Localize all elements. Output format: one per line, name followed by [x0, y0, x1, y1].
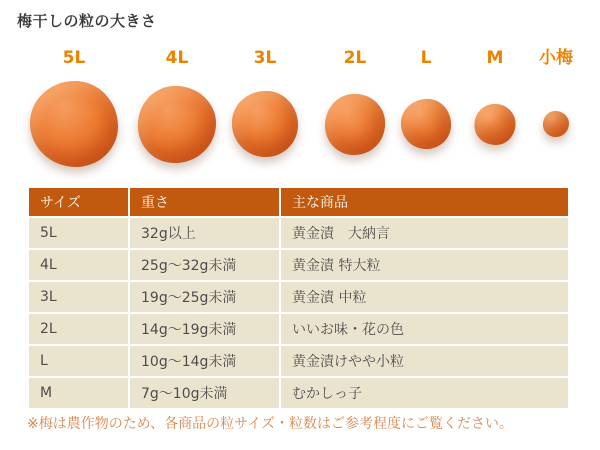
cell-products: 黄金漬 大納言	[281, 218, 568, 248]
cell-weight: 32g以上	[130, 218, 279, 248]
plum-group-3l	[232, 47, 298, 172]
plum-holder	[325, 76, 385, 172]
cell-weight: 7g〜10g未満	[130, 378, 279, 408]
cell-products: むかしっ子	[281, 378, 568, 408]
column-header-size: サイズ	[29, 188, 128, 216]
cell-size: M	[29, 378, 128, 408]
plum-group-4l	[138, 47, 216, 172]
plum-holder	[232, 76, 298, 172]
footnote: ※梅は農作物のため、各商品の粒サイズ・粒数はご参考程度にご覧ください。	[27, 416, 514, 432]
cell-size: 2L	[29, 314, 128, 344]
cell-size: 4L	[29, 250, 128, 280]
page-title: 梅干しの粒の大きさ	[17, 12, 157, 30]
column-header-products: 主な商品	[281, 188, 568, 216]
table-row	[29, 250, 568, 280]
plum-image-4l	[138, 86, 216, 163]
plum-group-2l	[325, 47, 385, 172]
table-row	[29, 378, 568, 408]
plum-holder	[401, 76, 451, 172]
plum-group-5l	[30, 47, 118, 172]
plum-size-label: L	[420, 48, 432, 68]
plum-image-3l	[232, 91, 298, 157]
table-header-row	[29, 188, 568, 216]
plum-size-label: 3L	[253, 48, 277, 68]
cell-size: 5L	[29, 218, 128, 248]
plum-group-m	[475, 47, 516, 172]
plum-holder	[543, 76, 569, 172]
cell-weight: 19g〜25g未満	[130, 282, 279, 312]
plum-size-label: 2L	[343, 48, 367, 68]
cell-products: 黄金漬 中粒	[281, 282, 568, 312]
column-header-weight: 重さ	[130, 188, 279, 216]
table-row	[29, 346, 568, 376]
cell-products: 黄金漬けやや小粒	[281, 346, 568, 376]
plum-image-l	[401, 99, 451, 149]
cell-weight: 10g〜14g未満	[130, 346, 279, 376]
plum-holder	[475, 76, 516, 172]
plum-size-label: 4L	[165, 48, 189, 68]
plum-holder	[30, 76, 118, 172]
plum-size-label: 小梅	[539, 48, 573, 68]
cell-products: 黄金漬 特大粒	[281, 250, 568, 280]
cell-products: いいお味・花の色	[281, 314, 568, 344]
plum-size-label: 5L	[62, 48, 86, 68]
plum-holder	[138, 76, 216, 172]
plum-size-label: M	[486, 48, 504, 68]
plum-image-koume	[543, 111, 569, 137]
plum-image-2l	[325, 94, 385, 155]
table-row	[29, 314, 568, 344]
size-table	[27, 186, 570, 410]
plum-image-m	[475, 104, 516, 145]
cell-weight: 14g〜19g未満	[130, 314, 279, 344]
plum-group-l	[401, 47, 451, 172]
table-row	[29, 218, 568, 248]
cell-weight: 25g〜32g未満	[130, 250, 279, 280]
cell-size: 3L	[29, 282, 128, 312]
plum-image-5l	[30, 81, 118, 167]
cell-size: L	[29, 346, 128, 376]
table-row	[29, 282, 568, 312]
plum-group-koume	[539, 47, 573, 172]
